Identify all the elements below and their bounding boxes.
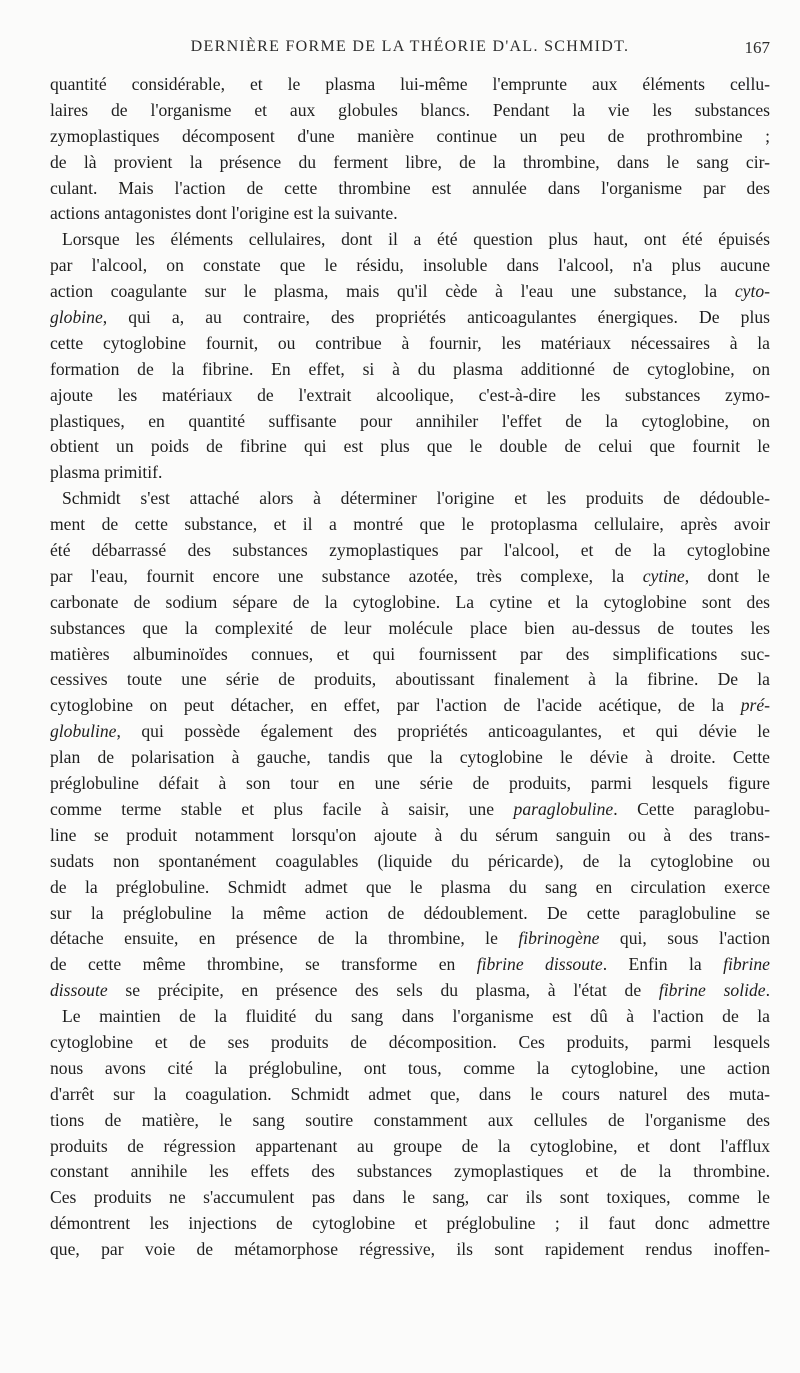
text-line [50, 952, 770, 978]
text-segment: quantité considérable, et le plasma lui-même l'emprunte aux éléments cellu- [50, 74, 770, 94]
running-title: DERNIÈRE FORME DE LA THÉORIE D'AL. SCHMIDT. [190, 38, 630, 55]
italic-term: dissoute [50, 980, 108, 1001]
text-line [50, 409, 770, 435]
text-line [50, 124, 770, 150]
text-segment: plasma primitif. [50, 462, 163, 483]
text-line [50, 434, 770, 460]
text-line [50, 279, 770, 305]
text-line [50, 150, 770, 176]
text-segment: sudats non spontanément coagulables (liquide du péricarde), de la cytoglobine ou [50, 850, 770, 871]
text-segment: , qui possède également des propriétés anticoagulantes, et qui dévie le [116, 721, 770, 742]
text-segment: de la préglobuline. Schmidt admet que le plasma du sang en circulation exerce [50, 876, 770, 897]
text-line [50, 978, 770, 1004]
text-line [50, 538, 770, 564]
text-segment: constant annihile les effets des substances zymoplastiques et de la thrombine. [50, 1161, 770, 1182]
running-head [50, 38, 770, 62]
page-number: 167 [744, 38, 770, 57]
body-text [50, 72, 770, 1263]
text-line [50, 1159, 770, 1185]
text-segment: par l'eau, fournit encore une substance azotée, très complexe, la [50, 565, 643, 586]
text-line [50, 667, 770, 693]
text-line [50, 357, 770, 383]
text-segment: se précipite, en présence des sels du plasma, à l'état de [107, 980, 659, 1001]
text-line [50, 901, 770, 927]
text-segment: ajoute les matériaux de l'extrait alcoolique, c'est-à-dire les substances zymo- [50, 384, 770, 405]
text-segment: action coagulante sur le plasma, mais qu'il cède à l'eau une substance, la [50, 281, 735, 302]
text-line [50, 797, 770, 823]
text-segment: carbonate de sodium sépare de la cytoglobine. La cytine et la cytoglobine sont des [50, 591, 770, 612]
text-line [50, 227, 770, 253]
italic-term: fibrinogène [518, 928, 600, 949]
text-line [50, 693, 770, 719]
text-segment: , qui a, au contraire, des propriétés anticoagulantes énergiques. De plus [102, 307, 770, 328]
text-segment: tions de matière, le sang soutire constamment aux cellules de l'organisme des [50, 1109, 770, 1130]
text-segment: actions antagonistes dont l'origine est la suivante. [50, 203, 398, 224]
text-line [50, 305, 770, 331]
text-segment: cytoglobine et de ses produits de décomposition. Ces produits, parmi lesquels [50, 1031, 770, 1052]
text-segment: substances que la complexité de leur molécule place bien au-dessus de toutes les [50, 617, 770, 638]
text-segment: laires de l'organisme et aux globules blancs. Pendant la vie les substances [50, 99, 770, 120]
text-segment: par l'alcool, on constate que le résidu, insoluble dans l'alcool, n'a plus aucune [50, 255, 770, 276]
text-line [50, 1030, 770, 1056]
text-line [50, 1004, 770, 1030]
text-segment: zymoplastiques décomposent d'une manière continue un peu de prothrombine ; [50, 125, 770, 146]
text-line [50, 719, 770, 745]
text-segment: formation de la fibrine. En effet, si à du plasma additionné de cytoglobine, on [50, 358, 770, 379]
text-line [50, 512, 770, 538]
text-segment: d'arrêt sur la coagulation. Schmidt admet que, dans le cours naturel des muta- [50, 1083, 770, 1104]
text-segment: été débarrassé des substances zymoplastiques par l'alcool, et de la cytoglobine [50, 540, 770, 561]
text-segment: détache ensuite, en présence de la thrombine, le [50, 928, 519, 949]
italic-term: fibrine solide [658, 980, 766, 1001]
text-line [50, 745, 770, 771]
text-segment: de cette même thrombine, se transforme en [50, 954, 477, 975]
text-line [50, 564, 770, 590]
text-line [50, 616, 770, 642]
text-line [50, 253, 770, 279]
text-segment: cytoglobine on peut détacher, en effet, par l'action de l'acide acétique, de la [50, 695, 741, 716]
text-segment: démontrent les injections de cytoglobine et préglobuline ; il faut donc admettre [50, 1213, 770, 1234]
text-line [50, 771, 770, 797]
text-segment: . Enfin la [602, 954, 724, 975]
italic-term: pré- [740, 695, 770, 716]
italic-term: fibrine [723, 954, 770, 975]
text-segment: préglobuline défait à son tour en une série de produits, parmi lesquels figure [50, 773, 770, 794]
text-segment: matières albuminoïdes connues, et qui fournissent par des simplifications suc- [50, 643, 770, 664]
text-line [50, 823, 770, 849]
text-segment: line se produit notamment lorsqu'on ajoute à du sérum sanguin ou à des trans- [50, 824, 770, 845]
text-segment: produits de régression appartenant au groupe de la cytoglobine, et dont l'afflux [50, 1135, 770, 1156]
text-line [50, 383, 770, 409]
text-line [50, 486, 770, 512]
text-line [50, 875, 770, 901]
text-line [50, 460, 770, 486]
text-line [50, 176, 770, 202]
text-segment: plastiques, en quantité suffisante pour annihiler l'effet de la cytoglobine, on [50, 410, 770, 431]
text-line [50, 1056, 770, 1082]
text-line [50, 1108, 770, 1134]
text-line [50, 926, 770, 952]
text-segment: , dont le [684, 565, 770, 586]
text-line [50, 98, 770, 124]
italic-term: paraglobuline [513, 798, 614, 819]
italic-term: cytine [642, 565, 685, 586]
italic-term: globuline [50, 721, 117, 742]
text-line [50, 590, 770, 616]
text-segment: comme terme stable et plus facile à saisir, une [50, 798, 514, 819]
text-line [50, 1211, 770, 1237]
text-segment: de là provient la présence du ferment libre, de la thrombine, dans le sang cir- [50, 151, 770, 172]
italic-term: fibrine dissoute [476, 954, 603, 975]
text-segment: que, par voie de métamorphose régressive, ils sont rapidement rendus inoffen- [50, 1239, 770, 1260]
text-segment: Le maintien de la fluidité du sang dans l'organisme est dû à l'action de la [62, 1006, 770, 1027]
text-segment: obtient un poids de fibrine qui est plus que le double de celui que fournit le [50, 436, 770, 457]
text-line [50, 1237, 770, 1263]
text-segment: . [765, 980, 770, 1001]
text-segment: cessives toute une série de produits, aboutissant finalement à la fibrine. De la [50, 669, 770, 690]
text-line [50, 72, 770, 98]
text-segment: . Cette paraglobu- [613, 798, 770, 819]
text-line [50, 331, 770, 357]
text-line [50, 201, 770, 227]
text-line [50, 1082, 770, 1108]
text-segment: qui, sous l'action [599, 928, 770, 949]
text-segment: sur la préglobuline la même action de dédoublement. De cette paraglobuline se [50, 902, 770, 923]
text-segment: cette cytoglobine fournit, ou contribue à fournir, les matériaux nécessaires à la [50, 332, 770, 353]
text-segment: nous avons cité la préglobuline, ont tous, comme la cytoglobine, une action [50, 1057, 770, 1078]
italic-term: globine [50, 307, 103, 328]
text-segment: culant. Mais l'action de cette thrombine est annulée dans l'organisme par des [50, 177, 770, 198]
text-segment: plan de polarisation à gauche, tandis que la cytoglobine le dévie à droite. Cette [50, 747, 770, 768]
text-line [50, 1134, 770, 1160]
text-segment: ment de cette substance, et il a montré que le protoplasma cellulaire, après avoir [50, 514, 770, 535]
italic-term: cyto- [734, 281, 770, 302]
text-line [50, 1185, 770, 1211]
text-line [50, 642, 770, 668]
text-line [50, 849, 770, 875]
text-segment: Ces produits ne s'accumulent pas dans le sang, car ils sont toxiques, comme le [50, 1187, 770, 1208]
text-segment: Lorsque les éléments cellulaires, dont il a été question plus haut, ont été épuisés [62, 229, 770, 250]
text-segment: Schmidt s'est attaché alors à déterminer l'origine et les produits de dédouble- [62, 488, 770, 509]
